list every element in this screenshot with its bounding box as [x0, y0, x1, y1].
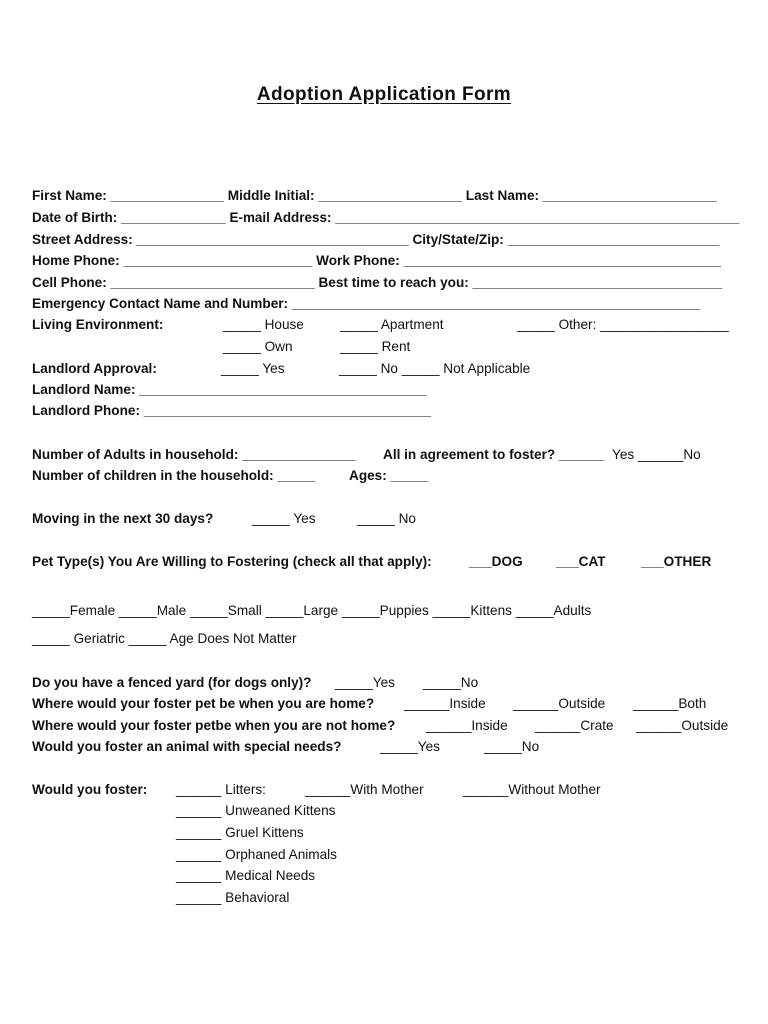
options-pet-age: _____ Geriatric _____ Age Does Not Matter: [32, 631, 297, 646]
option-away-inside: ______Inside: [426, 718, 508, 733]
label-fenced-yard: Do you have a fenced yard (for dogs only)?: [32, 675, 312, 690]
form-title-text: Adoption Application Form: [256, 84, 512, 105]
option-special-yes: _____Yes: [380, 739, 440, 754]
option-other: _____ Other: _________________: [517, 317, 729, 332]
option-without-mother: ______Without Mother: [463, 782, 601, 797]
label-living-environment: Living Environment:: [32, 317, 164, 332]
option-other-pet: ___OTHER: [641, 554, 712, 569]
option-landlord-no-na: _____ No _____ Not Applicable: [339, 361, 531, 376]
option-apartment: _____ Apartment: [340, 317, 444, 332]
label-number-of-adults: Number of Adults in household: _______________: [32, 447, 356, 462]
option-landlord-yes: _____ Yes: [221, 361, 285, 376]
option-home-inside: ______Inside: [404, 696, 486, 711]
option-away-outside: ______Outside: [636, 718, 729, 733]
label-pet-when-home: Where would your foster pet be when you are home?: [32, 696, 375, 711]
label-landlord-phone-line: Landlord Phone: ______________________________________: [32, 403, 432, 418]
label-first-name-line: First Name: _______________ Middle Initial: ___________________ Last Name: _______________________: [32, 188, 717, 203]
option-orphaned-animals: ______ Orphaned Animals: [176, 847, 337, 862]
label-cell-phone-line: Cell Phone: ___________________________ Best time to reach you: _________________________________: [32, 275, 723, 290]
option-agreement-yes-no: Yes ______No: [612, 447, 701, 462]
label-all-in-agreement: All in agreement to foster? ______: [383, 447, 605, 462]
option-litters: ______ Litters:: [176, 782, 266, 797]
label-landlord-approval: Landlord Approval:: [32, 361, 157, 376]
label-landlord-name-line: Landlord Name: ______________________________________: [32, 382, 427, 397]
option-own: _____ Own: [223, 339, 293, 354]
form-title: [0, 84, 768, 106]
option-unweaned-kittens: ______ Unweaned Kittens: [176, 803, 336, 818]
label-number-of-children: Number of children in the household: _____: [32, 468, 316, 483]
option-behavioral: ______ Behavioral: [176, 890, 290, 905]
label-street-address-line: Street Address: ____________________________________ City/State/Zip: ____________________________: [32, 232, 720, 247]
option-special-no: _____No: [484, 739, 540, 754]
option-home-outside: ______Outside: [513, 696, 606, 711]
option-moving-no: _____ No: [357, 511, 416, 526]
label-would-you-foster: Would you foster:: [32, 782, 148, 797]
label-date-of-birth-line: Date of Birth: ______________ E-mail Address: ______________________________________________________: [32, 210, 740, 225]
option-home-both: ______Both: [633, 696, 707, 711]
label-emergency-contact-line: Emergency Contact Name and Number: ______________________________________________________: [32, 296, 701, 311]
option-dog: ___DOG: [469, 554, 523, 569]
label-special-needs: Would you foster an animal with special needs?: [32, 739, 342, 754]
label-ages: Ages: _____: [349, 468, 429, 483]
option-with-mother: ______With Mother: [305, 782, 424, 797]
option-cat: ___CAT: [556, 554, 606, 569]
options-pet-attributes: _____Female _____Male _____Small _____Large _____Puppies _____Kittens _____Adults: [32, 603, 592, 618]
option-gruel-kittens: ______ Gruel Kittens: [176, 825, 304, 840]
option-rent: _____ Rent: [340, 339, 411, 354]
label-pet-types: Pet Type(s) You Are Willing to Fostering (check all that apply):: [32, 554, 432, 569]
option-fenced-yes: _____Yes: [335, 675, 395, 690]
option-fenced-no: _____No: [423, 675, 479, 690]
label-home-phone-line: Home Phone: _________________________ Work Phone: __________________________________________: [32, 253, 722, 268]
label-moving: Moving in the next 30 days?: [32, 511, 214, 526]
option-moving-yes: _____ Yes: [252, 511, 316, 526]
option-medical-needs: ______ Medical Needs: [176, 868, 316, 883]
label-pet-when-not-home: Where would your foster petbe when you are not home?: [32, 718, 396, 733]
option-house: _____ House: [223, 317, 304, 332]
option-away-crate: ______Crate: [535, 718, 614, 733]
